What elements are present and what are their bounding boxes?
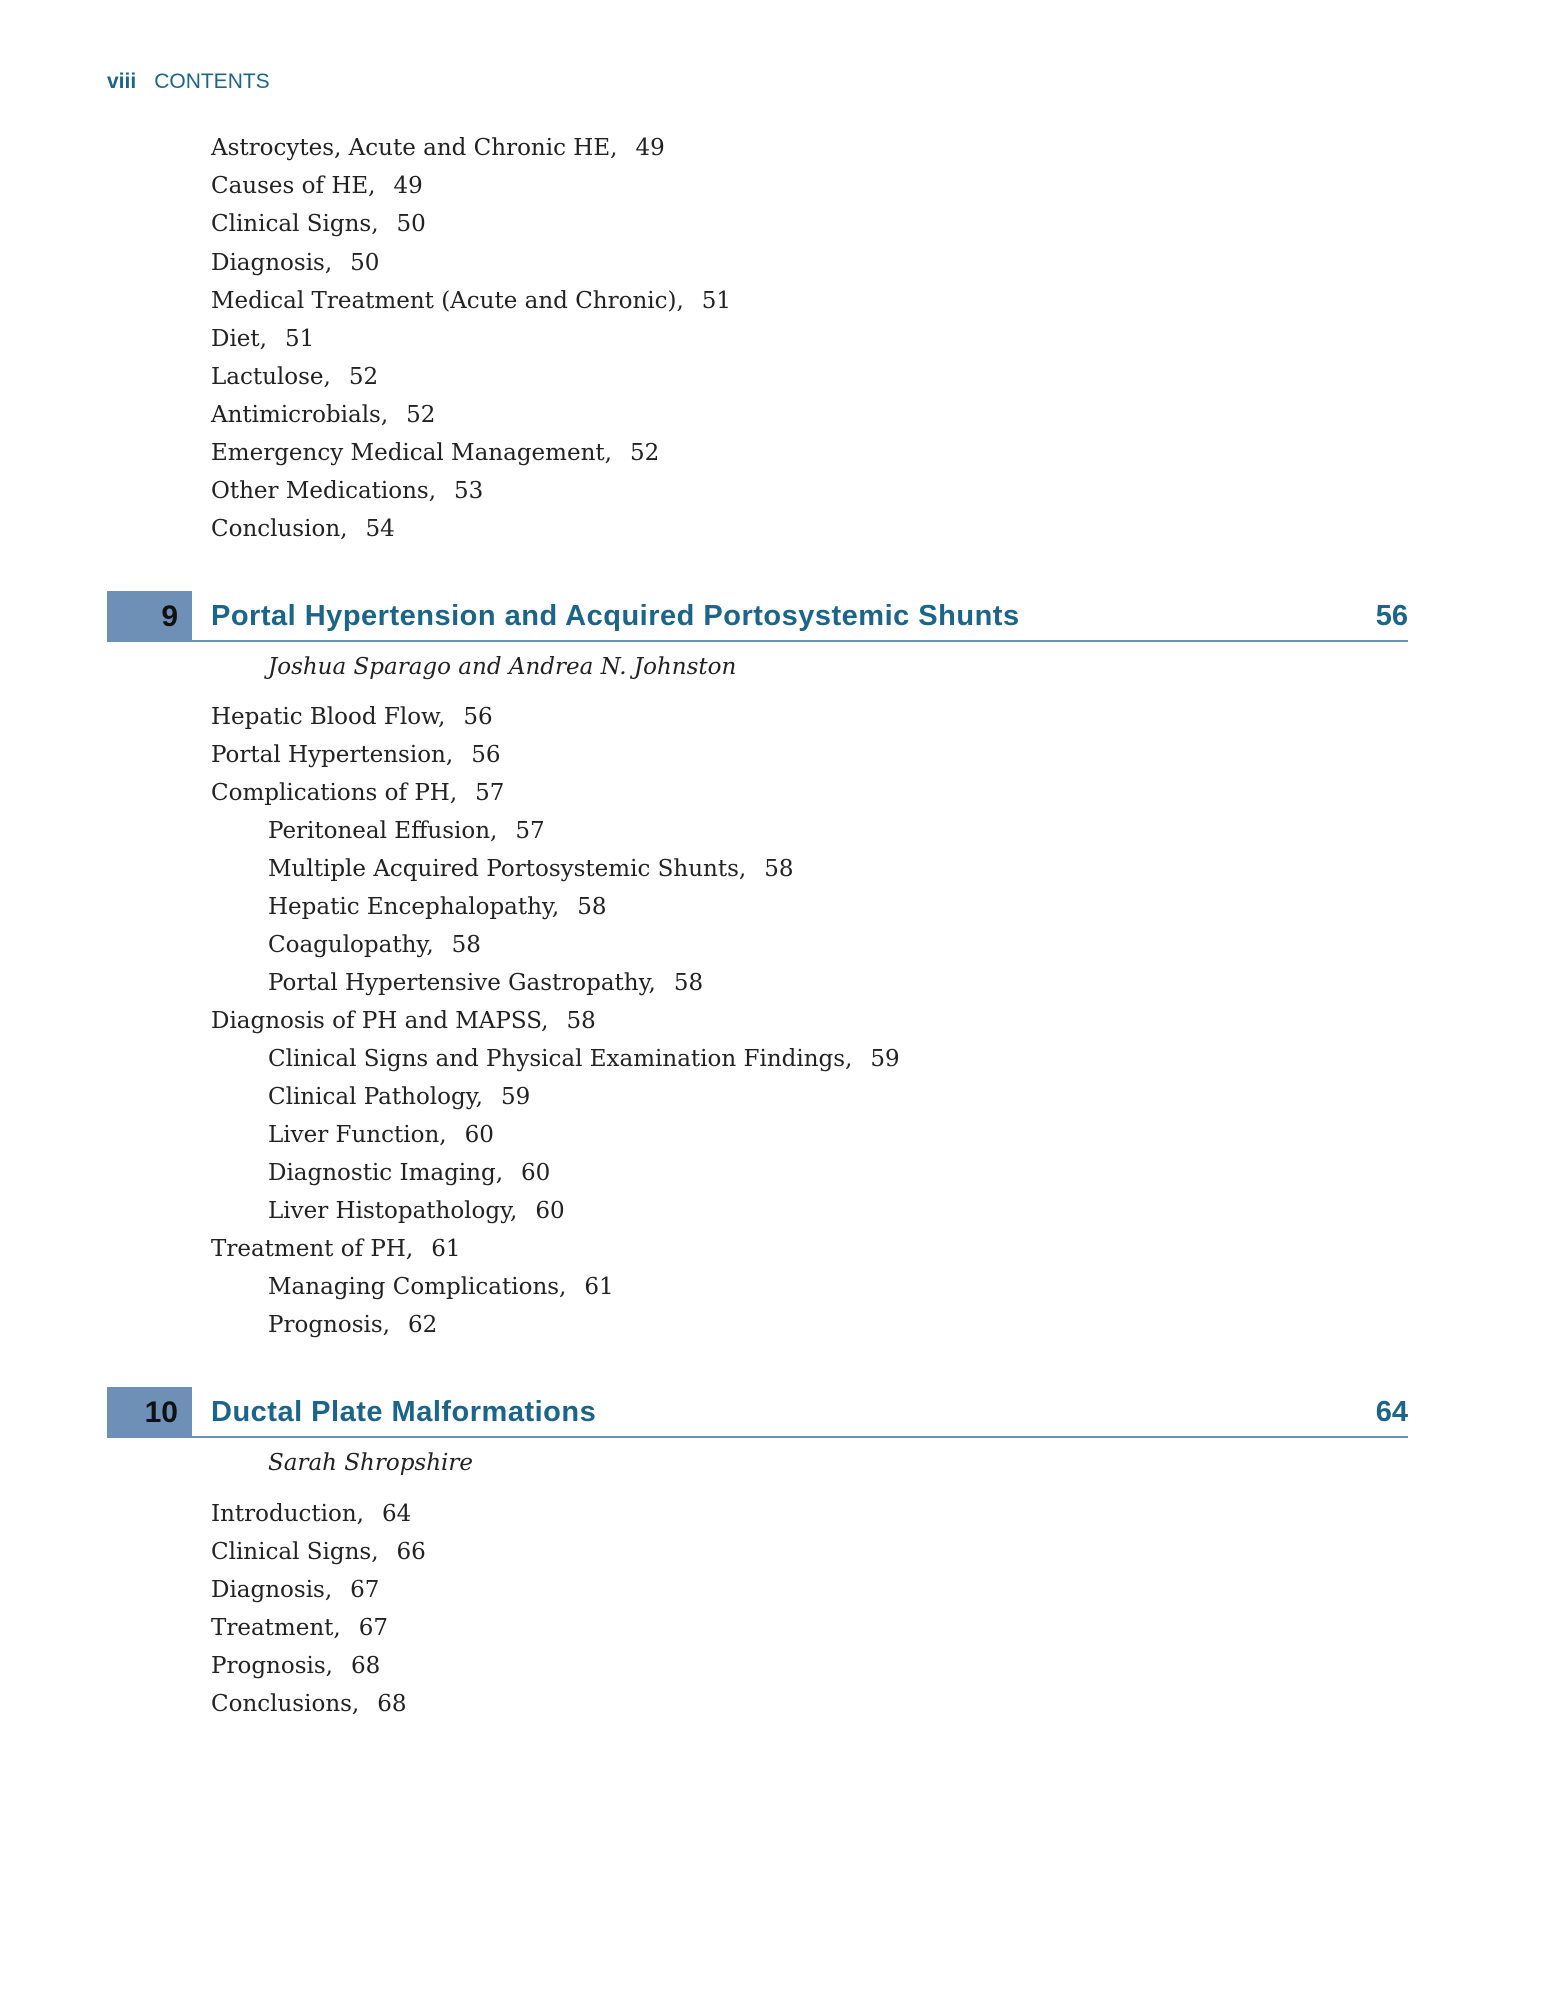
toc-subentry[interactable] — [268, 888, 606, 926]
toc-subentry[interactable] — [268, 1078, 530, 1116]
toc-entry[interactable] — [211, 472, 483, 510]
toc-entry[interactable] — [211, 1609, 388, 1647]
toc-entry[interactable] — [211, 1685, 407, 1723]
toc-entry-page: 66 — [396, 1539, 426, 1565]
toc-entry-title: Hepatic Blood Flow, — [211, 704, 446, 730]
toc-entry[interactable] — [211, 129, 665, 167]
toc-entry-page: 58 — [764, 856, 794, 882]
toc-entry-title: Introduction, — [211, 1501, 364, 1527]
toc-entry-title: Astrocytes, Acute and Chronic HE, — [211, 135, 618, 161]
toc-entry-title: Diagnosis, — [211, 1577, 333, 1603]
toc-entry-title: Hepatic Encephalopathy, — [268, 894, 560, 920]
toc-entry-page: 58 — [451, 932, 481, 958]
toc-entry-page: 52 — [348, 364, 379, 390]
toc-entry-page: 50 — [350, 250, 380, 276]
toc-entry-title: Emergency Medical Management, — [211, 440, 612, 466]
toc-entry-page: 62 — [407, 1312, 438, 1338]
toc-entry-page: 53 — [454, 478, 484, 504]
toc-entry-page: 64 — [381, 1501, 412, 1527]
toc-entry[interactable] — [211, 1230, 461, 1268]
toc-subentry[interactable] — [268, 1306, 437, 1344]
toc-entry[interactable] — [211, 358, 378, 396]
toc-entry-page: 57 — [515, 818, 545, 844]
toc-entry-title: Complications of PH, — [211, 780, 458, 806]
toc-entry-title: Conclusion, — [211, 516, 348, 542]
toc-entry-page: 52 — [406, 402, 436, 428]
toc-entry[interactable] — [211, 1647, 380, 1685]
toc-entry[interactable] — [211, 396, 435, 434]
running-head-label: CONTENTS — [154, 70, 270, 93]
toc-subentry[interactable] — [268, 1154, 550, 1192]
toc-entry-title: Treatment of PH, — [211, 1236, 414, 1262]
toc-entry-title: Multiple Acquired Portosystemic Shunts, — [268, 856, 747, 882]
toc-entry-title: Antimicrobials, — [211, 402, 389, 428]
toc-entry-title: Clinical Signs, — [211, 211, 379, 237]
toc-entry-title: Portal Hypertension, — [211, 742, 454, 768]
toc-subentry[interactable] — [268, 926, 481, 964]
toc-entry[interactable] — [211, 510, 395, 548]
toc-entry[interactable] — [211, 244, 379, 282]
toc-entry-page: 50 — [396, 211, 426, 237]
running-head — [107, 70, 270, 94]
toc-entry-page: 68 — [377, 1691, 407, 1717]
toc-entry-page: 58 — [566, 1008, 596, 1034]
toc-subentry[interactable] — [268, 850, 793, 888]
toc-entry-title: Diagnosis of PH and MAPSS, — [211, 1008, 549, 1034]
chapter-rule — [192, 640, 1408, 642]
chapter-heading-9[interactable] — [107, 591, 1408, 642]
toc-entry-title: Lactulose, — [211, 364, 331, 390]
toc-entry-title: Prognosis, — [211, 1653, 333, 1679]
toc-subentry[interactable] — [268, 812, 545, 850]
toc-entry[interactable] — [211, 434, 659, 472]
toc-entry-page: 49 — [635, 135, 665, 161]
toc-entry-page: 67 — [358, 1615, 388, 1641]
page-folio: viii — [107, 70, 137, 93]
toc-entry[interactable] — [211, 1495, 411, 1533]
chapter-number: 10 — [107, 1387, 192, 1438]
toc-subentry[interactable] — [268, 1192, 565, 1230]
toc-subentry[interactable] — [268, 1040, 900, 1078]
toc-entry-title: Managing Complications, — [268, 1274, 567, 1300]
toc-entry-title: Peritoneal Effusion, — [268, 818, 498, 844]
toc-entry-page: 57 — [475, 780, 505, 806]
toc-entry-title: Portal Hypertensive Gastropathy, — [268, 970, 656, 996]
chapter-rule — [192, 1436, 1408, 1438]
chapter-title: Portal Hypertension and Acquired Portosystemic Shunts — [211, 600, 1020, 632]
chapter-page: 56 — [1375, 600, 1408, 632]
toc-subentry[interactable] — [268, 1116, 494, 1154]
toc-entry-page: 51 — [284, 326, 315, 352]
toc-entry-page: 56 — [463, 704, 493, 730]
toc-entry[interactable] — [211, 205, 426, 243]
toc-entry-title: Diagnostic Imaging, — [268, 1160, 504, 1186]
toc-entry[interactable] — [211, 1571, 379, 1609]
toc-entry-page: 58 — [673, 970, 704, 996]
toc-entry[interactable] — [211, 774, 504, 812]
toc-entry-title: Prognosis, — [268, 1312, 390, 1338]
toc-entry-page: 60 — [535, 1198, 565, 1224]
toc-entry-page: 59 — [870, 1046, 900, 1072]
toc-entry-page: 56 — [471, 742, 501, 768]
toc-entry-page: 61 — [584, 1274, 614, 1300]
toc-entry-page: 59 — [500, 1084, 531, 1110]
toc-entry-page: 51 — [701, 288, 732, 314]
toc-entry-title: Clinical Signs, — [211, 1539, 379, 1565]
toc-entry[interactable] — [211, 167, 423, 205]
toc-entry-page: 58 — [577, 894, 607, 920]
toc-entry-page: 61 — [431, 1236, 461, 1262]
toc-entry-title: Other Medications, — [211, 478, 437, 504]
toc-entry-page: 49 — [393, 173, 423, 199]
chapter-authors: Joshua Sparago and Andrea N. Johnston — [268, 654, 737, 680]
toc-entry-page: 60 — [521, 1160, 551, 1186]
toc-entry[interactable] — [211, 736, 500, 774]
toc-entry-title: Liver Function, — [268, 1122, 447, 1148]
toc-entry-title: Medical Treatment (Acute and Chronic), — [211, 288, 684, 314]
chapter-title: Ductal Plate Malformations — [211, 1396, 597, 1428]
toc-entry-title: Diagnosis, — [211, 250, 333, 276]
toc-entry-page: 68 — [350, 1653, 381, 1679]
toc-entry-title: Causes of HE, — [211, 173, 376, 199]
toc-entry[interactable] — [211, 1533, 426, 1571]
toc-entry-title: Liver Histopathology, — [268, 1198, 518, 1224]
toc-entry-title: Clinical Signs and Physical Examination Findings, — [268, 1046, 853, 1072]
toc-entry[interactable] — [211, 282, 731, 320]
toc-entry-title: Clinical Pathology, — [268, 1084, 483, 1110]
toc-entry-page: 54 — [365, 516, 395, 542]
chapter-heading-10[interactable] — [107, 1387, 1408, 1438]
toc-entry-title: Treatment, — [211, 1615, 341, 1641]
toc-entry-page: 60 — [464, 1122, 494, 1148]
toc-entry-page: 67 — [350, 1577, 380, 1603]
toc-entry-title: Coagulopathy, — [268, 932, 434, 958]
toc-entry[interactable] — [211, 1002, 596, 1040]
toc-subentry[interactable] — [268, 964, 703, 1002]
toc-entry-title: Diet, — [211, 326, 267, 352]
chapter-page: 64 — [1375, 1396, 1408, 1428]
toc-entry[interactable] — [211, 320, 314, 358]
toc-entry-page: 52 — [629, 440, 660, 466]
toc-entry-title: Conclusions, — [211, 1691, 360, 1717]
toc-subentry[interactable] — [268, 1268, 614, 1306]
chapter-number: 9 — [107, 591, 192, 642]
chapter-authors: Sarah Shropshire — [268, 1450, 474, 1476]
toc-entry[interactable] — [211, 698, 493, 736]
